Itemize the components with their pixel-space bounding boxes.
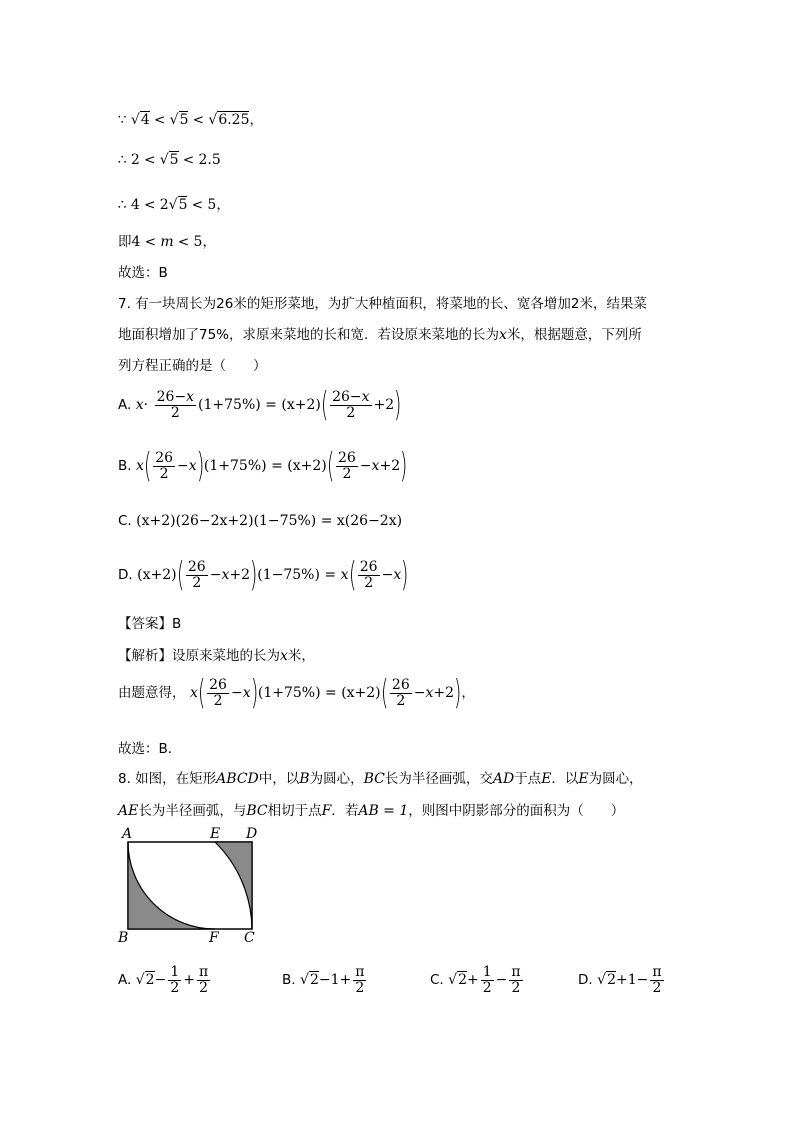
q8-option-c: C. √2+ $\frac{1}{2}$ − $\frac{\pi}{2}$ <box>430 964 521 996</box>
q7-line-3: 列方程正确的是（ ） <box>118 358 267 374</box>
q8-line-2: AE长为半径画弧，与BC相切于点F．若AB = 1，则图中阴影部分的面积为（ ） <box>118 803 625 819</box>
label-d: D <box>246 826 258 842</box>
label-a: A <box>122 826 133 842</box>
q7-option-a: A. x· $\frac{26-x}{2}$ (1+75%) = (x+2)( $\frac{26-x}{2}$ +2) <box>118 385 402 425</box>
step-because: ∵ √4 < √5 < √6.25， <box>118 112 263 128</box>
label-c: C <box>244 930 255 946</box>
q7-option-b: B. x( $\frac{26}{2}$ −x)(1+75%) = (x+2)( $\frac{26}{2}$ −x+2) <box>118 446 408 486</box>
q8-option-b: B. √2−1+ $\frac{\pi}{2}$ <box>282 964 365 996</box>
q7-line-1: 7. 有一块周长为26米的矩形菜地，为扩大种植面积，将菜地的长、宽各增加2米，结果菜 <box>118 296 647 312</box>
step-ie: 即4 < m < 5， <box>118 234 216 250</box>
sqrt-625: √6.25 <box>208 112 250 128</box>
q8-option-d: D. √2+1− $\frac{\pi}{2}$ <box>578 964 662 996</box>
q7-option-d: D. (x+2)( $\frac{26}{2}$ −x+2)(1−75%) = x( $\frac{26}{2}$ −x) <box>118 555 409 595</box>
sqrt-5: √5 <box>169 112 189 128</box>
q8-line-1: 8. 如图，在矩形ABCD中，以B为圆心，BC长为半径画弧，交AD于点E．以E为圆心， <box>118 771 643 787</box>
shaded-region-right <box>215 842 252 929</box>
q7-derivation: 由题意得， x( $\frac{26}{2}$ −x)(1+75%) = (x+2)( $\frac{26}{2}$ −x+2)， <box>118 673 475 713</box>
q8-option-a: A. √2− $\frac{1}{2}$ + $\frac{\pi}{2}$ <box>118 964 209 996</box>
q8-figure <box>116 824 266 946</box>
q7-analysis: 【解析】设原来菜地的长为x米， <box>118 648 315 664</box>
step-therefore-1: ∴ 2 < √5 < 2.5 <box>118 152 221 168</box>
label-f: F <box>209 930 219 946</box>
shaded-region-left <box>128 842 215 929</box>
q7-line-2: 地面积增加了75%，求原来菜地的长和宽．若设原来菜地的长为x米，根据题意，下列所 <box>118 327 642 343</box>
sqrt-4: √4 <box>130 112 150 128</box>
q7-conclusion: 故选：B． <box>118 741 182 757</box>
step-choose: 故选：B <box>118 265 168 281</box>
q7-answer: 【答案】B <box>118 616 182 632</box>
label-e: E <box>210 826 221 842</box>
label-b: B <box>118 930 129 946</box>
step-therefore-2: ∴ 4 < 2√5 < 5， <box>118 197 230 213</box>
q7-option-c: C. (x+2)(26−2x+2)(1−75%) = x(26−2x) <box>118 513 403 529</box>
